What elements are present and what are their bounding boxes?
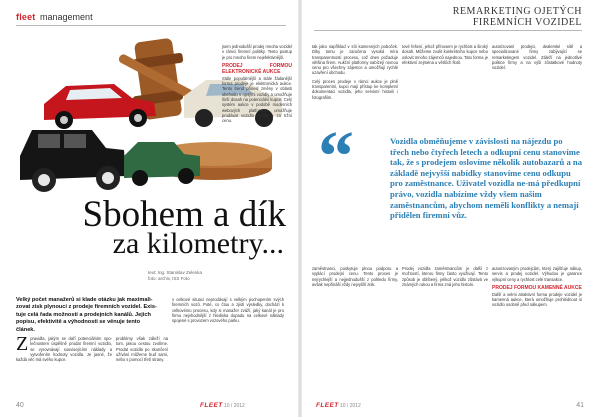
column-j-text-2: Další a velmi atraktivní forma prodeje vozidel je kamenná aukce, která umožňuje prohlédnout si vozidlo osobně před nákupem. xyxy=(492,291,582,308)
article-lead: Velký počet manažerů si klade otázku jak maximali-zovat zisk plynoucí z prodeje firemních vozidel. Exis-tuje celá řada možností a prodejních kanálů. Jejich popisu, efektivitě a výhodnosti se věnuje tento článek. xyxy=(16,297,157,333)
body-column-g: autorizovaní prodejci, dealerské sítě a specializované firmy zabývající se remarketingem vozidel. Záleží na jednotlivé politice firmy a na výši zůstatkové hodnoty vozidel. xyxy=(492,44,582,71)
section-header-left xyxy=(16,12,286,26)
article-title: Sbohem a dík xyxy=(82,194,286,235)
column-e-text: tak jako například v síti kamenných poboček. Díky tomu je zaručena vysoká míra transparentnosti procesu, což dnes požaduje většina firem. Aukční platformy nabízejí rovnou cenu pro všechny zájemce a umožňují rychlé uzavření obchodu. xyxy=(312,44,398,76)
body-column-b: problémy však záleží na tom, jakou cestou zvolíme. Prodat vozidla po skončení užívání můžeme buď sami, nebo s pomocí třetí strany. xyxy=(116,336,168,363)
footer-left xyxy=(200,402,245,409)
credit-text: text: Ing. Stanislav Zelenka xyxy=(148,270,203,275)
body-column-f: tové řešení, jehož přínosem je rychlost a široký dosah. Můžeme zvolit konkrétního kupce nebo oslovit mnoho zájemců najednou. Tato forma je efektivní zejména u větších flotil. xyxy=(402,44,488,65)
footer-issue-right: 10 / 2012 xyxy=(339,403,361,409)
column-a-text: pravidla, jakým se daří potenciálním spo-lečnostem úspěšně prodat firemní vozidlo, se vyrovnávají souvisejícími náklady a vytvořením hodnoty vozidla. Je jasné, že každá věc má svého kupce. xyxy=(16,336,112,363)
heading-electronic-auction: PRODEJ FORMOU ELEKTRONICKÉ AUKCE xyxy=(222,62,292,75)
body-column-d xyxy=(222,44,292,124)
article-credits xyxy=(148,270,284,282)
footer-right xyxy=(316,402,361,409)
footer-brand-left: FLEET xyxy=(200,402,223,409)
page-number-left: 40 xyxy=(16,402,24,409)
brand-fleet: fleet xyxy=(16,12,36,22)
section-title-line2: FIREMNÍCH VOZIDEL xyxy=(472,17,582,28)
body-column-a xyxy=(16,333,112,363)
drop-cap: Z xyxy=(16,333,29,355)
section-title-line1: REMARKETING OJETÝCH xyxy=(452,6,582,17)
header-rule xyxy=(314,30,582,31)
page-gutter xyxy=(298,0,302,417)
column-j-text: autorizovaným prodejcům, který zajišťuje nákup, servis a prodej vozidel. Výhodou je garance výkupní ceny a rychlost celé transakce. xyxy=(492,266,582,282)
black-car-icon xyxy=(20,130,126,192)
page-number-right: 41 xyxy=(576,402,584,409)
heading-dealer-auction: PRODEJ FORMOU KAMENNÉ AUKCE xyxy=(492,284,582,291)
body-column-e xyxy=(312,44,398,100)
footer-issue-left: 10 / 2012 xyxy=(223,403,245,409)
body-column-i: Prodej vozidla zaměstnancům je další z možností, kterou firmy často využívají. Tento způsob je oblíbený, jelikož vozidlo zůstává ve známých rukou a firma zná jeho historii. xyxy=(402,266,488,287)
footer-brand-right: FLEET xyxy=(316,402,339,409)
brand-management: management xyxy=(40,12,93,22)
pull-quote: Vozidla obměňujeme v závislosti na nájezdu po třech nebo čtyřech letech a odkupní cenu stanovíme tak, že s prodejem oslovíme několik autobazarů a na základě nejvyšší nabídky stanovíme cenu odkupu pro zaměstnance. Uživatel vozidla ne-má předkupní právo, vozidla nabízíme vždy všem našim zaměstnancům, abychom neměli konflikty a nemají přidělen firemní vůz. xyxy=(390,136,583,221)
body-column-j xyxy=(492,266,582,308)
article-subtitle: za kilometry... xyxy=(112,227,284,260)
red-car-icon xyxy=(44,84,156,129)
column-d-text: jsem jednodušší prodej mnoha vozidel v rámci firemní politiky. Tento postup je pro mnoho firem nejefektivnější. xyxy=(222,44,292,60)
column-d-text-2: Stále populárnější a stále žádanější forma prodeje je elektronická aukce. Tento trend přinesl změny v oblasti obchodu s ojetými vozidly a umožňuje širší dosah na potenciální kupce. Celý systém aukce v podobě moderních webových platforem umožňuje prodávat vozidla rychle a za tržní cenu. xyxy=(222,75,292,124)
body-column-c: v celkové situaci neprodávají s velkým pochopením svých firemních vozů. Poté, co čtou a zjistí výsledky, dochází k celkovému procesu, kdy si manažer zváží, jaký kanál je pro firmu nejvhodnější z hlediska dopadu na celkové náklady spojené s provozem vozového parku. xyxy=(172,297,284,324)
credit-photo: foto: archiv, ISS Foto xyxy=(148,276,190,281)
column-e-text-2: Celý proces prodeje v rámci aukce je plně transparentní, kupci mají přístup ke kompletní dokumentaci vozidla, jeho servisní historii i fotografiím. xyxy=(312,78,398,100)
section-header-right xyxy=(402,6,582,28)
body-column-h: zaměstnanci, poskytuje plnou podporu a vyplácí prodejní cenu. Tento proces je nejrychlejší a nejjednodušší z pohledu firmy, avšak nepřináší vždy nejvyšší zisk. xyxy=(312,266,398,287)
quote-mark-icon: “ xyxy=(318,116,354,196)
